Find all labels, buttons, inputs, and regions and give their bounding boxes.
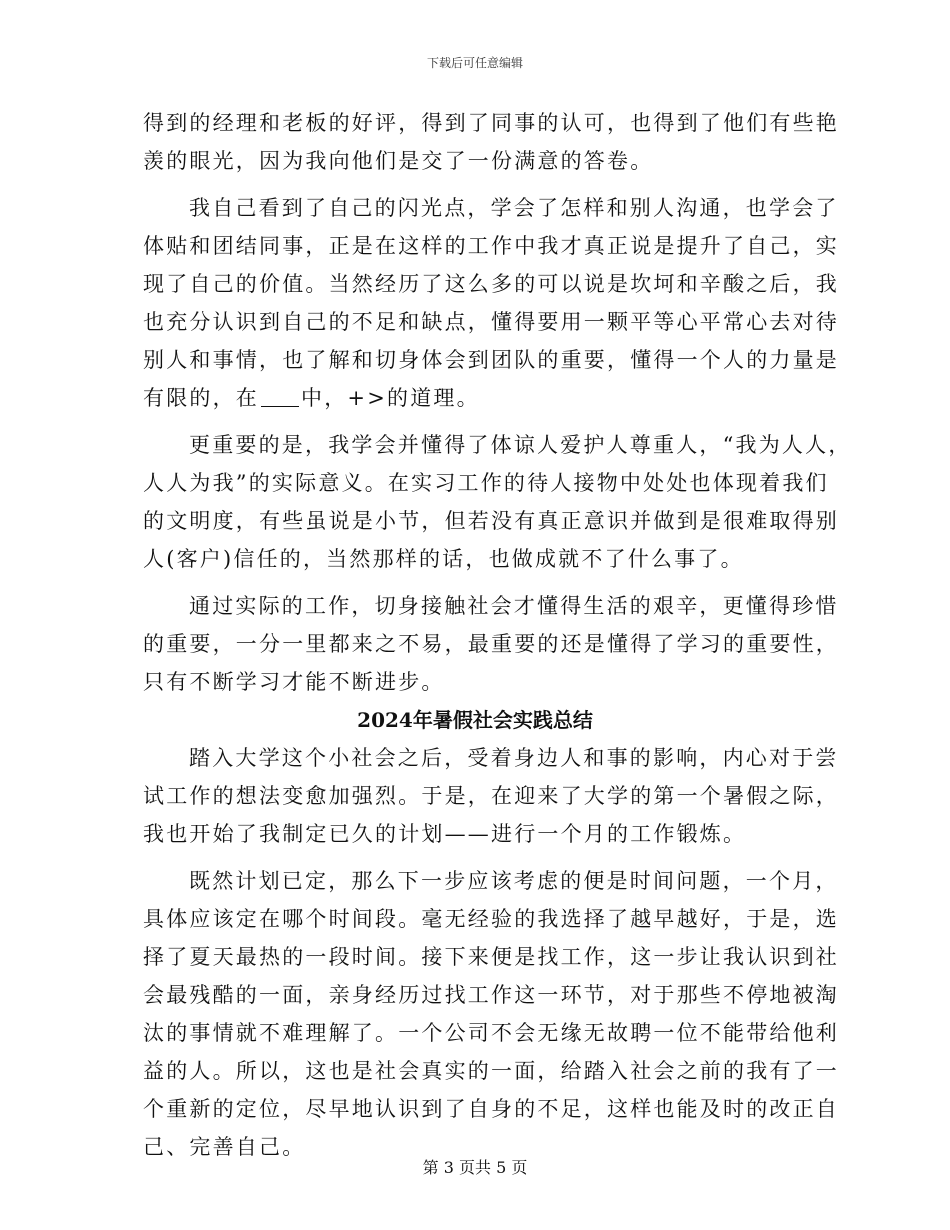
text-line: 的重要，一分一里都来之不易，最重要的还是懂得了学习的重要性，	[143, 632, 839, 656]
text-line: 也充分认识到自己的不足和缺点，懂得要用一颗平等心平常心去对待	[143, 310, 839, 334]
text-line	[143, 379, 807, 417]
text-line: 试工作的想法变愈加强烈。于是，在迎来了大学的第一个暑假之际，	[143, 784, 839, 808]
text-line: 踏入大学这个小社会之后，受着身边人和事的影响，内心对于尝	[189, 746, 839, 770]
text-line: 体贴和团结同事，正是在这样的工作中我才真正说是提升了自己，实	[143, 234, 839, 258]
text-line: 既然计划已定，那么下一步应该考虑的便是时间问题，一个月，	[189, 869, 839, 893]
text-line: 只有不断学习才能不断进步。	[143, 670, 445, 694]
text-line: 己、完善自己。	[143, 1135, 306, 1159]
text-line: 汰的事情就不难理解了。一个公司不会无缘无故聘一位不能带给他利	[143, 1021, 839, 1045]
page-header: 下载后可任意编辑	[426, 56, 523, 70]
text-line: 益的人。所以，这也是社会真实的一面，给踏入社会之前的我有了一	[143, 1059, 839, 1083]
text-line: 现了自己的价值。当然经历了这么多的可以说是坎坷和辛酸之后，我	[143, 272, 839, 296]
text-line: 更重要的是，我学会并懂得了体谅人爱护人尊重人，“我为人人，	[189, 433, 852, 457]
text-line: 通过实际的工作，切身接触社会才懂得生活的艰辛，更懂得珍惜	[189, 594, 839, 618]
paragraph	[143, 104, 839, 180]
paragraph	[143, 189, 839, 417]
text-line: 择了夏天最热的一段时间。接下来便是找工作，这一步让我认识到社	[143, 945, 839, 969]
text-line: 我自己看到了自己的闪光点，学会了怎样和别人沟通，也学会了	[189, 196, 839, 220]
text-segment: 中，+>的道理。	[301, 386, 480, 410]
text-line: 羡的眼光，因为我向他们是交了一份满意的答卷。	[143, 149, 654, 173]
text-line: 个重新的定位，尽早地认识到了自身的不足，这样也能及时的改正自	[143, 1097, 839, 1121]
text-line: 得到的经理和老板的好评，得到了同事的认可，也得到了他们有些艳	[143, 111, 839, 135]
document-body	[143, 104, 852, 1166]
paragraph	[143, 426, 852, 578]
text-line: 别人和事情，也了解和切身体会到团队的重要，懂得一个人的力量是	[143, 348, 839, 372]
page-footer: 第 3 页共 5 页	[422, 1158, 528, 1177]
text-line: 会最残酷的一面，亲身经历过找工作这一环节，对于那些不停地被淘	[143, 983, 839, 1007]
paragraph	[143, 739, 839, 853]
text-line: 人人为我”的实际意义。在实习工作的待人接物中处处也体现着我们	[143, 471, 829, 495]
text-segment: 有限的，在	[143, 386, 259, 410]
text-line: 具体应该定在哪个时间段。毫无经验的我选择了越早越好，于是，选	[143, 907, 839, 931]
paragraph	[143, 862, 839, 1166]
fill-in-blank	[261, 384, 299, 407]
text-line: 的文明度，有些虽说是小节，但若没有真正意识并做到是很难取得别	[143, 509, 839, 533]
paragraph	[143, 587, 839, 701]
section-title: 2024年暑假社会实践总结	[357, 708, 593, 732]
text-line: 我也开始了我制定已久的计划——进行一个月的工作锻炼。	[143, 822, 747, 846]
text-line: 人(客户)信任的，当然那样的话，也做成就不了什么事了。	[143, 547, 744, 571]
